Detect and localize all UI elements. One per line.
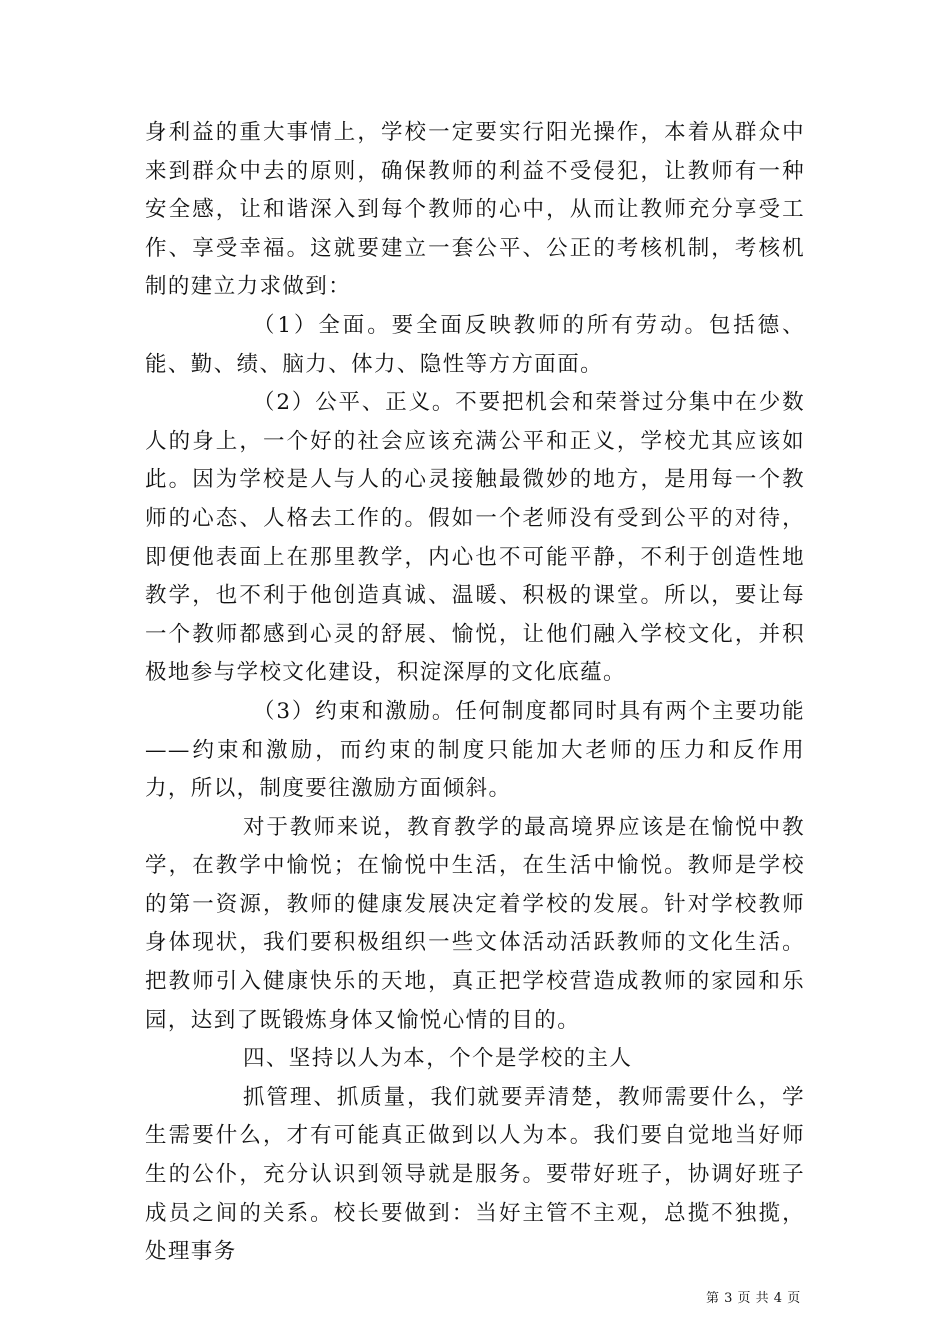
page-number-footer: 第 3 页 共 4 页 — [706, 1291, 801, 1306]
paragraph-item-2: （2）公平、正义。不要把机会和荣誉过分集中在少数人的身上，一个好的社会应该充满公平和正义，学校尤其应该如此。因为学校是人与人的心灵接触最微妙的地方，是用每一个教师的心态、人格去工作的。假如一个老师没有受到公平的对待，即便他表面上在那里教学，内心也不可能平静，不利于创造性地教学，也不利于他创造真诚、温暖、积极的课堂。所以，要让每一个教师都感到心灵的舒展、愉悦，让他们融入学校文化，并积极地参与学校文化建设，积淀深厚的文化底蕴。 — [145, 390, 805, 686]
paragraph-item-1: （1）全面。要全面反映教师的所有劳动。包括德、能、勤、绩、脑力、体力、隐性等方方面面。 — [145, 312, 805, 377]
paragraph-item-3: （3）约束和激励。任何制度都同时具有两个主要功能——约束和激励，而约束的制度只能加大老师的压力和反作用力，所以，制度要往激励方面倾斜。 — [145, 698, 805, 802]
document-body — [145, 114, 805, 1272]
paragraph-continued: 身利益的重大事情上，学校一定要实行阳光操作，本着从群众中来到群众中去的原则，确保教师的利益不受侵犯，让教师有一种安全感，让和谐深入到每个教师的心中，从而让教师充分享受工作、享受幸福。这就要建立一套公平、公正的考核机制，考核机制的建立力求做到： — [145, 120, 805, 300]
section-heading: 四、坚持以人为本，个个是学校的主人 — [243, 1046, 633, 1072]
paragraph-teacher-joy: 对于教师来说，教育教学的最高境界应该是在愉悦中教学，在教学中愉悦；在愉悦中生活，在生活中愉悦。教师是学校的第一资源，教师的健康发展决定着学校的发展。针对学校教师身体现状，我们要积极组织一些文体活动活跃教师的文化生活。把教师引入健康快乐的天地，真正把学校营造成教师的家园和乐园，达到了既锻炼身体又愉悦心情的目的。 — [145, 814, 805, 1033]
paragraph-management: 抓管理、抓质量，我们就要弄清楚，教师需要什么，学生需要什么，才有可能真正做到以人为本。我们要自觉地当好师生的公仆，充分认识到领导就是服务。要带好班子，协调好班子成员之间的关系。校长要做到：当好主管不主观，总揽不独揽，处理事务 — [145, 1084, 805, 1265]
